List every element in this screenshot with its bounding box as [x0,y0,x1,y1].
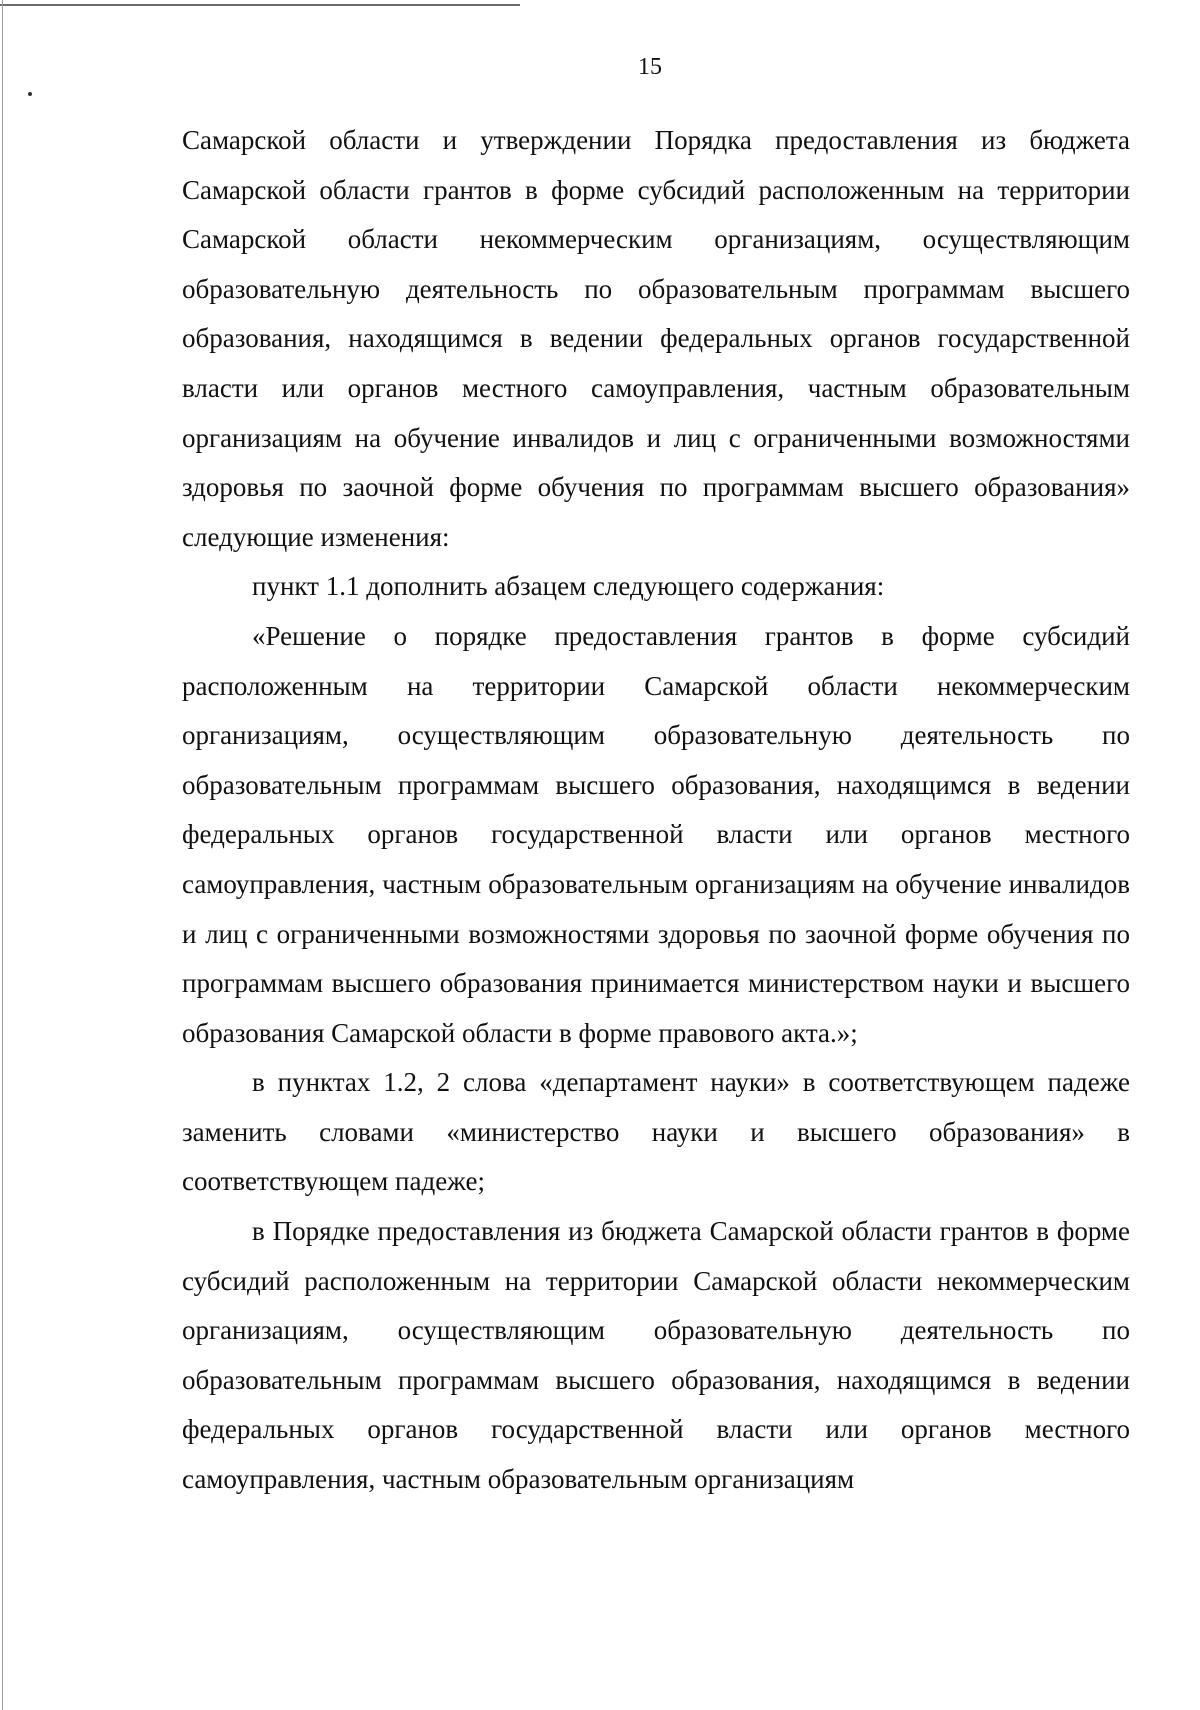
paragraph-1: Самарской области и утверждении Порядка предоставления из бюджета Самарской области грантов в форме субсидий расположенным на территории Самарской области некоммерческим организациям, осуществляющим образовательную деятельность по образовательным программам высшего образования, находящимся в ведении федеральных органов государственной власти или органов местного самоуправления, частным образовательным организациям на обучение инвалидов и лиц с ограниченными возможностями здоровья по заочной форме обучения по программам высшего образования» следующие изменения: [182,125,1130,552]
paragraph-3: «Решение о порядке предоставления грантов в форме субсидий расположенным на территории Самарской области некоммерческим организациям, осуществляющим образовательную деятельность по образовательным программам высшего образования, находящимся в ведении федеральных органов государственной власти или органов местного самоуправления, частным образовательным организациям на обучение инвалидов и лиц с ограниченными возможностями здоровья по заочной форме обучения по программам высшего образования принимается министерством науки и высшего образования Самарской области в форме правового акта.»; [182,620,1130,1048]
scan-speck [28,92,32,96]
page-number: 15 [638,54,662,80]
paragraph-4: в пунктах 1.2, 2 слова «департамент науки» в соответствующем падеже заменить словами «министерство науки и высшего образования» в соответствующем падеже; [182,1067,1130,1197]
scan-edge-left [2,0,3,1710]
document-body [182,116,1130,1505]
paragraph-2: пункт 1.1 дополнить абзацем следующего содержания: [252,571,885,602]
scan-edge-top [0,4,520,6]
paragraph-5: в Порядке предоставления из бюджета Самарской области грантов в форме субсидий расположенным на территории Самарской области некоммерческим организациям, осуществляющим образовательную деятельность по образовательным программам высшего образования, находящимся в ведении федеральных органов государственной власти или органов местного самоуправления, частным образовательным организациям [182,1216,1130,1495]
